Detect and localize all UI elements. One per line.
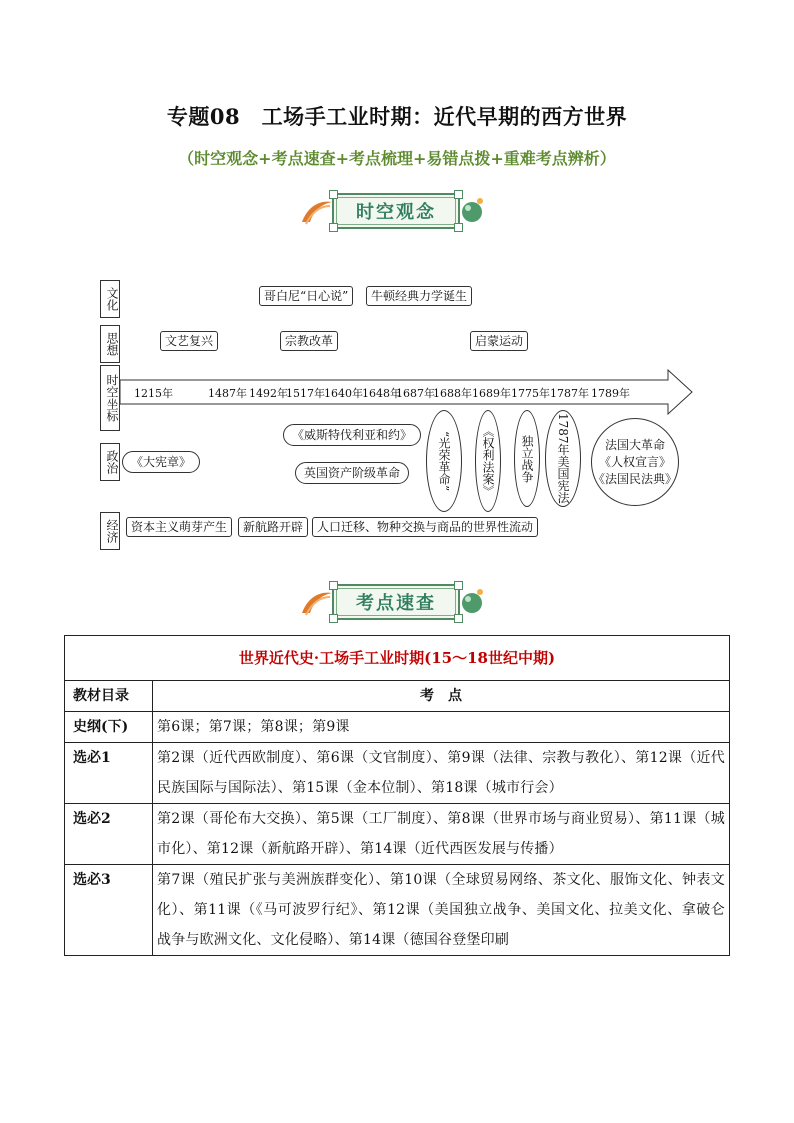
year-label: 1789年	[591, 387, 630, 400]
event-us-constitution: 1787年美国宪法	[545, 410, 581, 507]
year-label: 1687年	[396, 387, 435, 400]
column-header-catalog: 教材目录	[65, 681, 153, 712]
event-renaissance: 文艺复兴	[160, 331, 218, 351]
section-title: 考点速查	[336, 588, 456, 616]
row-label: 选必2	[65, 804, 153, 865]
decoration-ball-icon	[458, 196, 486, 224]
column-header-points: 考 点	[153, 681, 730, 712]
page-subtitle: （时空观念+考点速查+考点梳理+易错点拨+重难考点辨析）	[178, 149, 616, 168]
event-reformation: 宗教改革	[280, 331, 338, 351]
timeline-diagram	[0, 0, 794, 560]
event-capitalism-sprouts: 资本主义萌芽产生	[126, 517, 232, 537]
year-label: 1215年	[134, 387, 173, 400]
event-enlightenment: 启蒙运动	[470, 331, 528, 351]
row-label-thought: 思想	[100, 325, 120, 363]
event-global-exchange: 人口迁移、物种交换与商品的世界性流动	[312, 517, 538, 537]
topics-table	[64, 635, 730, 956]
table-row	[65, 712, 730, 743]
page-title: 专题08 工场手工业时期：近代早期的西方世界	[166, 104, 628, 129]
event-newton: 牛顿经典力学诞生	[366, 286, 472, 306]
event-bill-of-rights: 《权利法案》	[475, 410, 501, 512]
event-glorious-revolution: “光荣革命”	[426, 410, 462, 512]
event-english-revolution: 英国资产阶级革命	[295, 462, 409, 484]
year-label: 1517年	[286, 387, 325, 400]
section-banner-spacetime	[300, 190, 494, 232]
row-label: 史纲(下)	[65, 712, 153, 743]
row-label-economy: 经济	[100, 512, 120, 550]
year-label: 1487年	[208, 387, 247, 400]
section-title: 时空观念	[336, 197, 456, 225]
event-french-revolution: 法国大革命 《人权宣言》 《法国民法典》	[591, 418, 679, 506]
year-label: 1787年	[550, 387, 589, 400]
year-label: 1640年	[324, 387, 363, 400]
year-label: 1775年	[511, 387, 550, 400]
row-content: 第6课；第7课；第8课；第9课	[153, 712, 730, 743]
row-content: 第7课（殖民扩张与美洲族群变化）、第10课（全球贸易网络、茶文化、服饰文化、钟表文化）、第11课（《马可波罗行纪》、第12课（美国独立战争、美国文化、拉美文化、拿破仑战争与欧洲文化、文化侵略）、第14课（德国谷登堡印刷	[153, 865, 730, 956]
swoosh-icon	[300, 587, 334, 617]
year-label: 1689年	[472, 387, 511, 400]
row-label: 选必1	[65, 743, 153, 804]
year-label: 1688年	[433, 387, 472, 400]
year-label: 1648年	[362, 387, 401, 400]
year-label: 1492年	[249, 387, 288, 400]
row-label-coordinates: 时空坐标	[100, 365, 120, 431]
row-content: 第2课（近代西欧制度）、第6课（文官制度）、第9课（法律、宗教与教化）、第12课（近代民族国际与国际法）、第15课（金本位制）、第18课（城市行会）	[153, 743, 730, 804]
swoosh-icon	[300, 196, 334, 226]
table-row	[65, 743, 730, 804]
table-heading: 世界近代史·工场手工业时期(15～18世纪中期)	[65, 636, 730, 681]
row-label-culture: 文化	[100, 280, 120, 318]
row-label: 选必3	[65, 865, 153, 956]
decoration-ball-icon	[458, 587, 486, 615]
event-new-sea-routes: 新航路开辟	[238, 517, 308, 537]
section-banner-quickcheck	[300, 581, 494, 623]
row-label-politics: 政治	[100, 443, 120, 481]
event-copernicus: 哥白尼“日心说”	[259, 286, 353, 306]
event-westphalia: 《威斯特伐利亚和约》	[283, 424, 421, 446]
row-content: 第2课（哥伦布大交换）、第5课（工厂制度）、第8课（世界市场与商业贸易）、第11课（城市化）、第12课（新航路开辟）、第14课（近代西医发展与传播）	[153, 804, 730, 865]
table-row	[65, 865, 730, 956]
table-row	[65, 804, 730, 865]
event-independence-war: 独立战争	[514, 410, 540, 507]
event-magna-carta: 《大宪章》	[122, 451, 200, 473]
